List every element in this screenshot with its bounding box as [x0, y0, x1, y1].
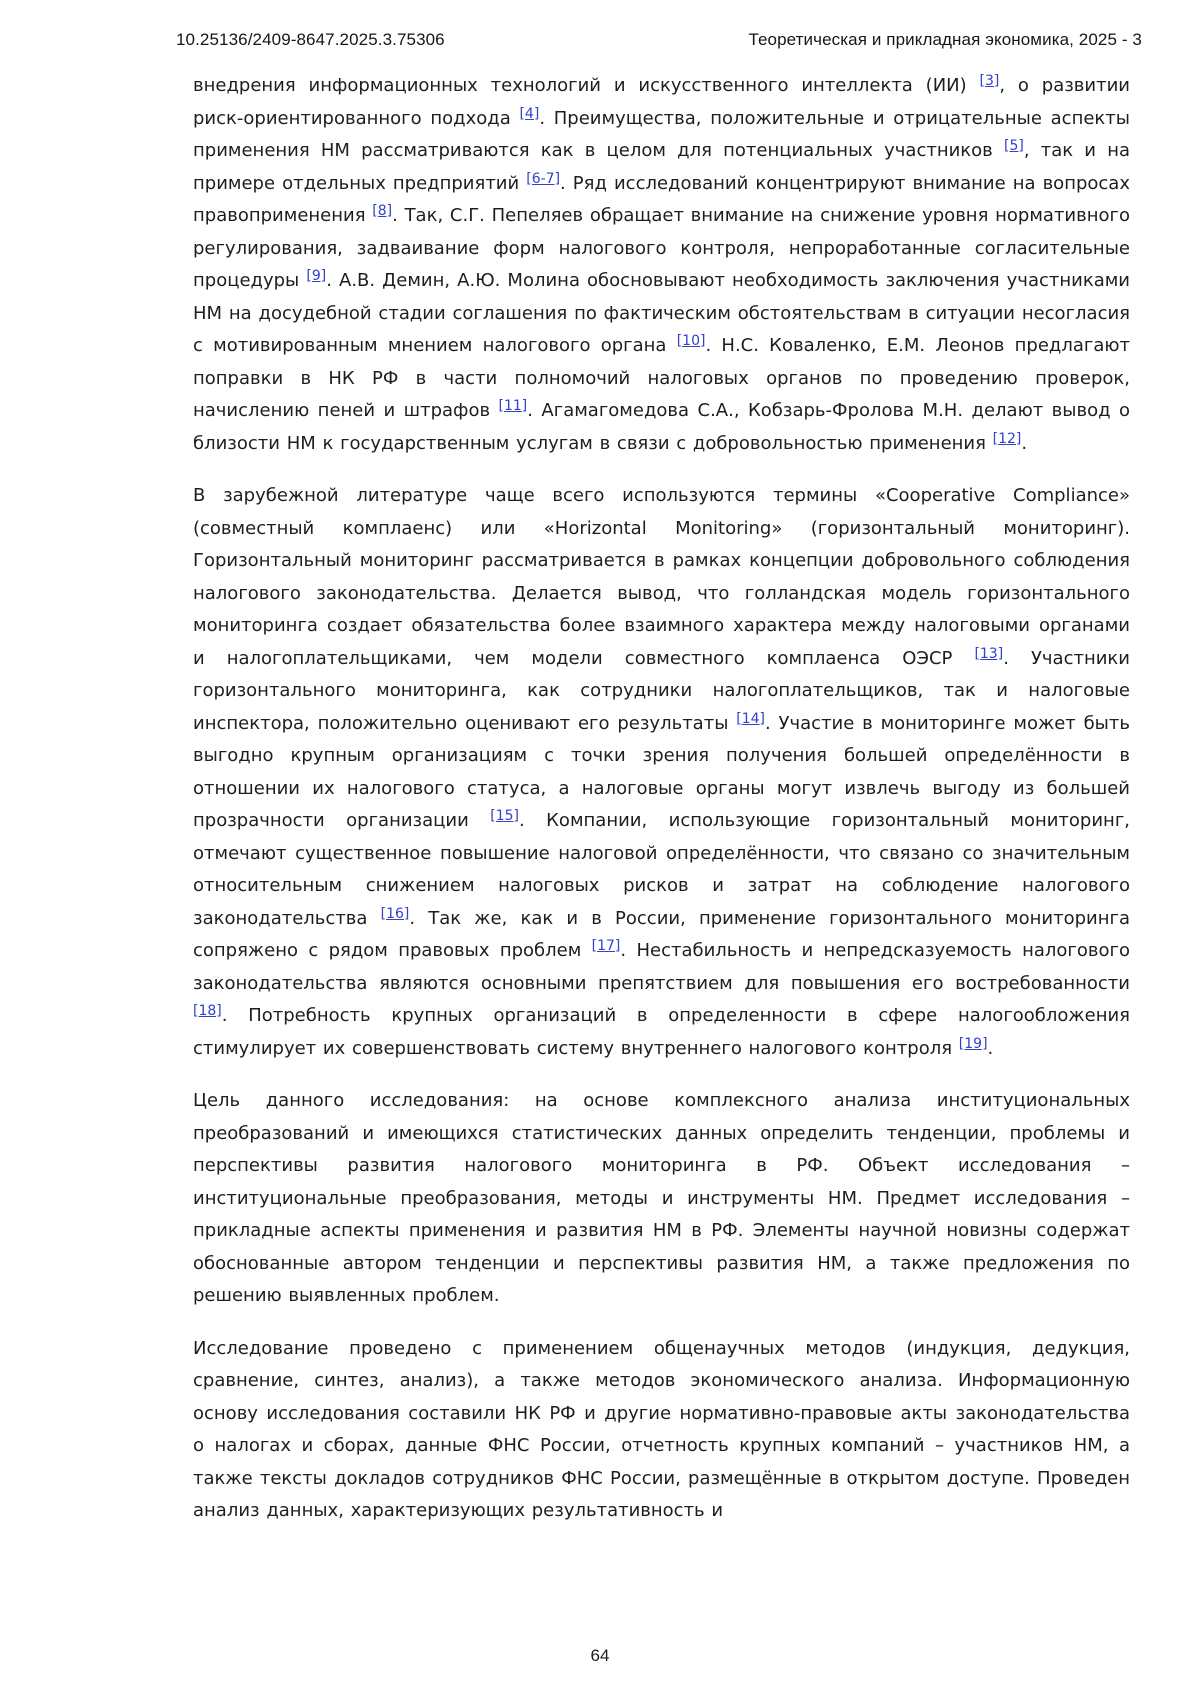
citation-link[interactable]: [8] — [372, 203, 393, 219]
page-number: 64 — [590, 1646, 610, 1665]
citation-link[interactable]: [16] — [380, 905, 410, 922]
citation-link[interactable]: [6-7] — [526, 170, 561, 187]
citation-link[interactable]: [10] — [676, 333, 706, 349]
paragraph: Исследование проведено с применением общенаучных методов (индукция, дедукция, сравнение, синтез, анализ), а также методов экономического анализа. Информационную основу исследования составили НК РФ и другие нормативно-правовые акты законодательства о налогах и сборах, данные ФНС России, отчетность крупных компаний – участников НМ, а также тексты докладов сотрудников ФНС России, размещённые в открытом доступе. Проведен анализ данных, характеризующих результативность и — [193, 1337, 1130, 1521]
citation-link[interactable]: [9] — [306, 268, 327, 284]
citation-link[interactable]: [4] — [519, 105, 540, 122]
citation-link[interactable]: [11] — [498, 398, 528, 414]
citation-link[interactable]: [5] — [1003, 138, 1024, 154]
page-header — [176, 30, 1142, 50]
paragraph: внедрения информационных технологий и искусственного интеллекта (ИИ) [3], о развитии риск-ориентированного подхода [4]. Преимущества, положительные и отрицательные аспекты применения НМ рассматриваются как в целом для потенциальных участников [5], так и на примере отдельных предприятий [6-7]. Ряд исследований концентрируют внимание на вопросах правоприменения [8]. Так, С.Г. Пепеляев обращает внимание на снижение уровня нормативного регулирования, задваивание форм налогового контроля, непроработанные согласительные процедуры [9]. А.В. Демин, А.Ю. Молина обосновывают необходимость заключения участниками НМ на досудебной стадии соглашения по фактическим обстоятельствам в ситуации несогласия с мотивированным мнением налогового органа [10]. Н.С. Коваленко, Е.М. Леонов предлагают поправки в НК РФ в части полномочий налоговых органов по проведению проверок, начислению пеней и штрафов [11]. Агамагомедова С.А., Кобзарь-Фролова М.Н. делают вывод о близости НМ к государственным услугам в связи с добровольностью применения [12]. — [193, 73, 1131, 454]
citation-link[interactable]: [13] — [974, 645, 1004, 662]
header-journal-title: Теоретическая и прикладная экономика, 2025 - 3 — [748, 30, 1142, 49]
citation-link[interactable]: [12] — [992, 430, 1022, 447]
paragraph: Цель данного исследования: на основе комплексного анализа институциональных преобразований и имеющихся статистических данных определить тенденции, проблемы и перспективы развития налогового мониторинга в РФ. Объект исследования – институциональные преобразования, методы и инструменты НМ. Предмет исследования – прикладные аспекты применения и развития НМ в РФ. Элементы научной новизны содержат обоснованные автором тенденции и перспективы развития НМ, а также предложения по решению выявленных проблем. — [193, 1090, 1130, 1306]
citation-link[interactable]: [19] — [958, 1035, 988, 1052]
citation-link[interactable]: [15] — [490, 808, 519, 824]
citation-link[interactable]: [3] — [979, 73, 1000, 89]
paragraph: В зарубежной литературе чаще всего используются термины «Cooperative Compliance» (совместный комплаенс) или «Horizontal Monitoring» (горизонтальный мониторинг). Горизонтальный мониторинг рассматривается в рамках концепции добровольного соблюдения налогового законодательства. Делается вывод, что голландская модель горизонтального мониторинга создает обязательства более взаимного характера между налоговыми органами и налогоплательщиками, чем модели совместного комплаенса ОЭСР [13]. Участники горизонтального мониторинга, как сотрудники налогоплательщиков, так и налоговые инспектора, положительно оценивают его результаты [14]. Участие в мониторинге может быть выгодно крупным организациям с точки зрения получения большей определённости в отношении их налогового статуса, а налоговые органы могут извлечь выгоду из большей прозрачности организации [15]. Компании, использующие горизонтальный мониторинг, отмечают существенное повышение налоговой определённости, что связано со значительным относительным снижением налоговых рисков и затрат на соблюдение налогового законодательства [16]. Так же, как и в России, применение горизонтального мониторинга сопряжено с рядом правовых проблем [17]. Нестабильность и непредсказуемость налогового законодательства являются основными препятствием для повышения его востребованности [18]. Потребность крупных организаций в определенности в сфере налогообложения стимулирует их совершенствовать систему внутреннего налогового контроля [19]. — [193, 485, 1131, 1059]
citation-link[interactable]: [18] — [193, 1003, 222, 1019]
article-body — [193, 70, 1130, 1548]
citation-link[interactable]: [14] — [736, 710, 765, 727]
page-footer — [0, 1646, 1200, 1666]
header-doi: 10.25136/2409-8647.2025.3.75306 — [176, 30, 445, 49]
citation-link[interactable]: [17] — [591, 938, 621, 954]
